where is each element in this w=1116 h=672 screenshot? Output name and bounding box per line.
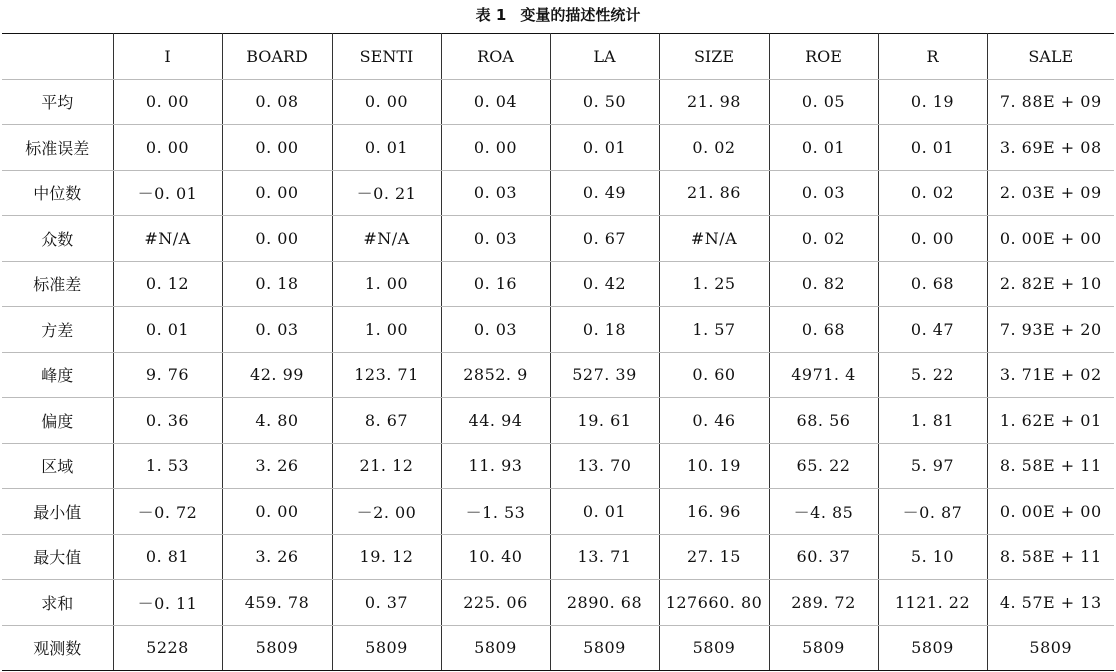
- table-cell: 0. 00: [222, 216, 332, 262]
- row-label: 中位数: [2, 170, 113, 216]
- table-cell: 44. 94: [441, 398, 550, 444]
- column-header: LA: [550, 34, 659, 80]
- table-cell: #N/A: [332, 216, 441, 262]
- table-cell: 0. 68: [769, 307, 878, 353]
- table-cell: 5809: [332, 625, 441, 671]
- table-cell: 11. 93: [441, 443, 550, 489]
- table-row: [2, 398, 1114, 444]
- table-cell: －1. 53: [441, 489, 550, 535]
- table-cell: 127660. 80: [659, 580, 769, 626]
- table-cell: 0. 18: [222, 261, 332, 307]
- table-cell: 21. 86: [659, 170, 769, 216]
- table-row: [2, 216, 1114, 262]
- table-cell: 0. 00: [878, 216, 987, 262]
- table-cell: －2. 00: [332, 489, 441, 535]
- table-cell: 2890. 68: [550, 580, 659, 626]
- table-cell: 0. 00E + 00: [987, 489, 1114, 535]
- table-row: [2, 489, 1114, 535]
- row-label: 峰度: [2, 352, 113, 398]
- table-cell: 4. 57E + 13: [987, 580, 1114, 626]
- row-label: 求和: [2, 580, 113, 626]
- table-cell: 0. 46: [659, 398, 769, 444]
- table-cell: 60. 37: [769, 534, 878, 580]
- descriptive-statistics-table: [2, 33, 1114, 671]
- table-row: [2, 170, 1114, 216]
- table-cell: #N/A: [113, 216, 222, 262]
- row-label: 最小值: [2, 489, 113, 535]
- table-cell: 5809: [987, 625, 1114, 671]
- table-row: [2, 307, 1114, 353]
- table-row: [2, 443, 1114, 489]
- table-cell: 0. 00: [332, 79, 441, 125]
- table-row: [2, 580, 1114, 626]
- table-cell: 0. 68: [878, 261, 987, 307]
- table-cell: 2852. 9: [441, 352, 550, 398]
- table-cell: 0. 01: [113, 307, 222, 353]
- table-cell: 0. 00: [222, 125, 332, 171]
- table-cell: 225. 06: [441, 580, 550, 626]
- table-cell: 1. 25: [659, 261, 769, 307]
- table-cell: 13. 70: [550, 443, 659, 489]
- table-cell: 1. 00: [332, 261, 441, 307]
- table-row: [2, 125, 1114, 171]
- table-cell: 0. 03: [222, 307, 332, 353]
- table-cell: 0. 42: [550, 261, 659, 307]
- table-cell: 0. 36: [113, 398, 222, 444]
- table-cell: 10. 40: [441, 534, 550, 580]
- column-header: ROE: [769, 34, 878, 80]
- row-label: 标准误差: [2, 125, 113, 171]
- table-cell: 0. 01: [550, 125, 659, 171]
- table-cell: 5809: [441, 625, 550, 671]
- table-cell: 0. 02: [878, 170, 987, 216]
- table-cell: 3. 26: [222, 443, 332, 489]
- table-cell: 5809: [550, 625, 659, 671]
- table-cell: 5809: [222, 625, 332, 671]
- table-cell: 9. 76: [113, 352, 222, 398]
- table-cell: #N/A: [659, 216, 769, 262]
- table-cell: 7. 88E + 09: [987, 79, 1114, 125]
- row-label: 方差: [2, 307, 113, 353]
- table-cell: 19. 61: [550, 398, 659, 444]
- table-cell: 27. 15: [659, 534, 769, 580]
- table-cell: 2. 82E + 10: [987, 261, 1114, 307]
- table-cell: 0. 37: [332, 580, 441, 626]
- table-cell: 0. 00: [113, 125, 222, 171]
- table-cell: 19. 12: [332, 534, 441, 580]
- table-cell: 0. 08: [222, 79, 332, 125]
- row-label: 众数: [2, 216, 113, 262]
- table-cell: 8. 58E + 11: [987, 534, 1114, 580]
- table-cell: 0. 00E + 00: [987, 216, 1114, 262]
- table-cell: 10. 19: [659, 443, 769, 489]
- table-cell: 5. 22: [878, 352, 987, 398]
- table-caption-title: 变量的描述性统计: [520, 6, 641, 24]
- table-cell: 5. 10: [878, 534, 987, 580]
- column-header: SIZE: [659, 34, 769, 80]
- table-cell: －0. 21: [332, 170, 441, 216]
- table-cell: 0. 01: [878, 125, 987, 171]
- table-cell: 527. 39: [550, 352, 659, 398]
- table-cell: 0. 00: [441, 125, 550, 171]
- table-cell: 8. 67: [332, 398, 441, 444]
- column-header: BOARD: [222, 34, 332, 80]
- table-cell: 21. 12: [332, 443, 441, 489]
- table-cell: 0. 03: [441, 216, 550, 262]
- table-cell: 1. 81: [878, 398, 987, 444]
- table-cell: 1. 00: [332, 307, 441, 353]
- table-cell: 5809: [769, 625, 878, 671]
- column-header: R: [878, 34, 987, 80]
- table-cell: 0. 03: [769, 170, 878, 216]
- table-cell: 459. 78: [222, 580, 332, 626]
- table-cell: 5. 97: [878, 443, 987, 489]
- table-cell: 0. 82: [769, 261, 878, 307]
- table-cell: 1121. 22: [878, 580, 987, 626]
- table-cell: 0. 47: [878, 307, 987, 353]
- table-cell: 3. 26: [222, 534, 332, 580]
- table-cell: 5228: [113, 625, 222, 671]
- row-label: 平均: [2, 79, 113, 125]
- table-cell: 0. 12: [113, 261, 222, 307]
- table-cell: 0. 02: [769, 216, 878, 262]
- table-row: [2, 352, 1114, 398]
- row-label: 标准差: [2, 261, 113, 307]
- table-cell: －4. 85: [769, 489, 878, 535]
- row-label: 偏度: [2, 398, 113, 444]
- column-header: SENTI: [332, 34, 441, 80]
- table-cell: 0. 01: [550, 489, 659, 535]
- table-cell: 0. 00: [222, 170, 332, 216]
- table-cell: 42. 99: [222, 352, 332, 398]
- table-cell: 5809: [878, 625, 987, 671]
- table-row: [2, 79, 1114, 125]
- table-caption-label: 表 1: [475, 6, 507, 24]
- row-label: 区域: [2, 443, 113, 489]
- column-header: SALE: [987, 34, 1114, 80]
- column-header: I: [113, 34, 222, 80]
- table-cell: 0. 67: [550, 216, 659, 262]
- table-cell: 1. 62E + 01: [987, 398, 1114, 444]
- row-label: 观测数: [2, 625, 113, 671]
- table-cell: 21. 98: [659, 79, 769, 125]
- table-cell: 0. 81: [113, 534, 222, 580]
- table-cell: 68. 56: [769, 398, 878, 444]
- table-cell: 0. 03: [441, 307, 550, 353]
- table-cell: 0. 50: [550, 79, 659, 125]
- table-cell: 1. 53: [113, 443, 222, 489]
- table-row: [2, 261, 1114, 307]
- table-cell: 5809: [659, 625, 769, 671]
- table-cell: 0. 03: [441, 170, 550, 216]
- table-cell: 65. 22: [769, 443, 878, 489]
- column-header: ROA: [441, 34, 550, 80]
- table-cell: 3. 71E + 02: [987, 352, 1114, 398]
- table-cell: 0. 01: [332, 125, 441, 171]
- table-cell: －0. 87: [878, 489, 987, 535]
- table-cell: 4. 80: [222, 398, 332, 444]
- table-cell: 0. 18: [550, 307, 659, 353]
- table-cell: 1. 57: [659, 307, 769, 353]
- header-row: [2, 34, 1114, 80]
- table-row: [2, 534, 1114, 580]
- table-cell: 4971. 4: [769, 352, 878, 398]
- table-cell: 8. 58E + 11: [987, 443, 1114, 489]
- table-cell: 3. 69E + 08: [987, 125, 1114, 171]
- row-label: 最大值: [2, 534, 113, 580]
- table-cell: 0. 49: [550, 170, 659, 216]
- table-cell: 0. 16: [441, 261, 550, 307]
- table-cell: 123. 71: [332, 352, 441, 398]
- table-caption: [0, 4, 1116, 26]
- table-cell: －0. 11: [113, 580, 222, 626]
- table-cell: 16. 96: [659, 489, 769, 535]
- table-cell: 289. 72: [769, 580, 878, 626]
- table-cell: 0. 00: [222, 489, 332, 535]
- table-cell: 0. 05: [769, 79, 878, 125]
- table-row: [2, 625, 1114, 671]
- table-cell: 2. 03E + 09: [987, 170, 1114, 216]
- table-cell: 7. 93E + 20: [987, 307, 1114, 353]
- table-cell: 0. 04: [441, 79, 550, 125]
- table-cell: －0. 01: [113, 170, 222, 216]
- table-cell: 0. 01: [769, 125, 878, 171]
- table-cell: 13. 71: [550, 534, 659, 580]
- table-cell: －0. 72: [113, 489, 222, 535]
- column-header: [2, 34, 113, 80]
- table-cell: 0. 60: [659, 352, 769, 398]
- table-cell: 0. 00: [113, 79, 222, 125]
- table-cell: 0. 02: [659, 125, 769, 171]
- table-cell: 0. 19: [878, 79, 987, 125]
